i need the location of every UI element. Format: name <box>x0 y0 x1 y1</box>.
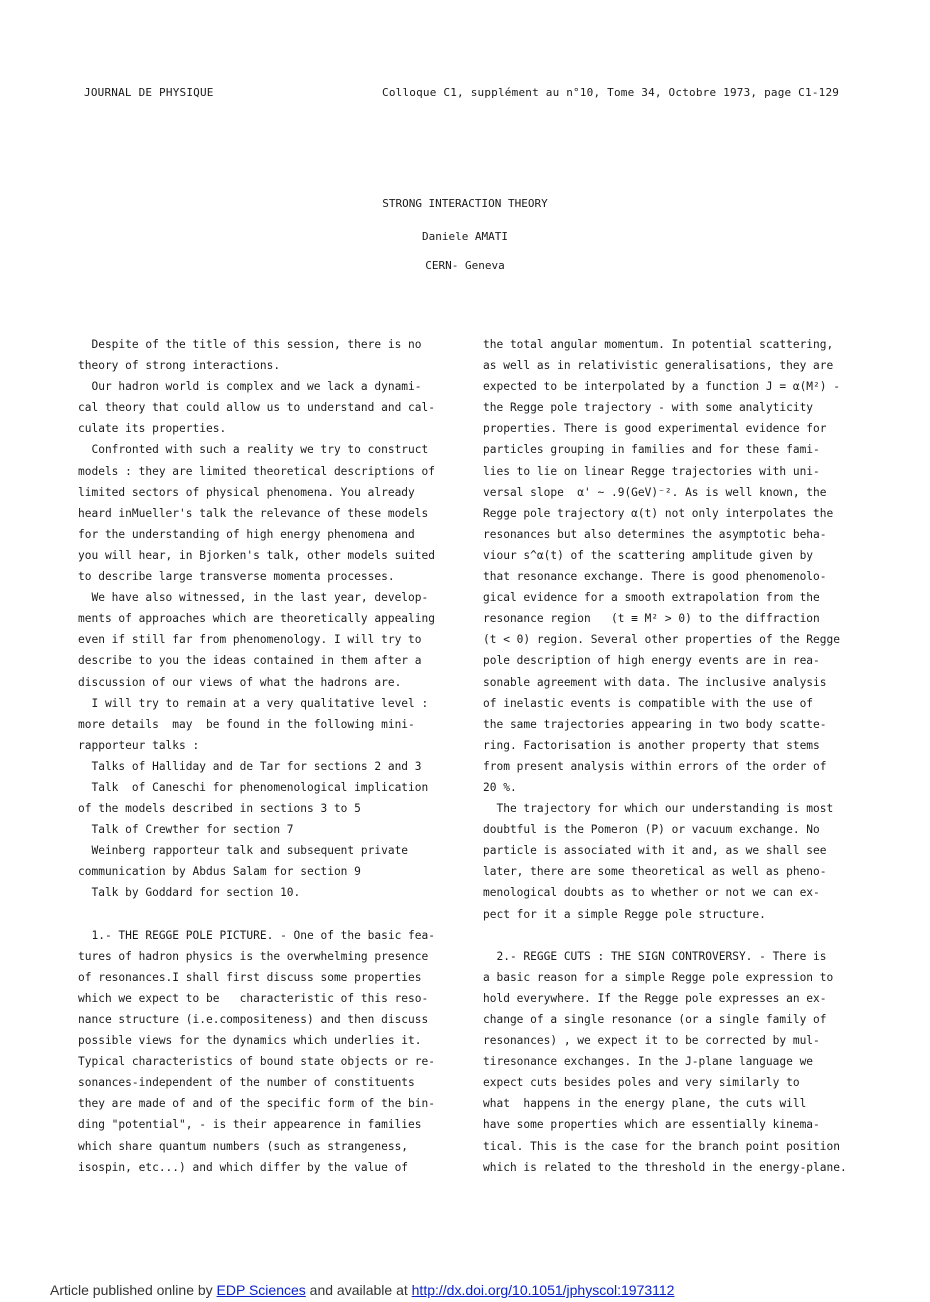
text-line: gical evidence for a smooth extrapolation from the <box>483 591 820 605</box>
text-line: ding "potential", - is their appearence in families <box>78 1118 422 1132</box>
journal-name: JOURNAL DE PHYSIQUE <box>84 86 214 99</box>
text-line: isospin, etc...) and which differ by the value of <box>78 1160 409 1174</box>
text-line: Despite of the title of this session, there is no <box>78 338 422 351</box>
text-line: Regge pole trajectory α(t) not only interpolates the <box>483 506 834 520</box>
footer <box>50 1282 674 1298</box>
text-line: heard inMueller's talk the relevance of these models <box>78 506 429 520</box>
text-line: rapporteur talks : <box>78 738 200 752</box>
text-line: from present analysis within errors of the order of <box>483 759 827 773</box>
text-line: resonances) , we expect it to be corrected by mul- <box>483 1034 820 1048</box>
text-line: particles grouping in families and for these fami- <box>483 443 820 457</box>
text-line: Our hadron world is complex and we lack a dynami- <box>78 380 422 394</box>
text-line: hold everywhere. If the Regge pole expresses an ex- <box>483 991 827 1005</box>
text-line: ring. Factorisation is another property that stems <box>483 738 820 752</box>
left-column <box>78 334 458 1178</box>
citation: Colloque C1, supplément au n°10, Tome 34, Octobre 1973, page C1-129 <box>382 86 840 99</box>
text-line: ments of approaches which are theoretically appealing <box>78 612 435 626</box>
text-line: the Regge pole trajectory - with some analyticity <box>483 401 814 415</box>
text-line: Weinberg rapporteur talk and subsequent private <box>78 844 409 858</box>
text-line: tical. This is the case for the branch point position <box>483 1139 840 1153</box>
text-line <box>483 925 863 946</box>
text-line: nance structure (i.e.compositeness) and then discuss <box>78 1013 429 1026</box>
text-line: 20 %. <box>483 780 517 794</box>
text-line: even if still far from phenomenology. I will try to <box>78 633 422 647</box>
text-line: a basic reason for a simple Regge pole expression to <box>483 970 834 984</box>
text-line: have some properties which are essentially kinema- <box>483 1118 820 1132</box>
text-line: theory of strong interactions. <box>78 359 281 373</box>
text-line: which is related to the threshold in the energy-plane. <box>483 1160 847 1174</box>
text-line: pect for it a simple Regge pole structure. <box>483 907 766 921</box>
text-line: they are made of and of the specific form of the bin- <box>78 1097 435 1111</box>
text-line: you will hear, in Bjorken's talk, other models suited <box>78 548 435 562</box>
text-line: expected to be interpolated by a function J = α(M²) - <box>483 380 840 394</box>
text-line: tiresonance exchanges. In the J-plane language we <box>483 1055 814 1069</box>
text-line: doubtful is the Pomeron (P) or vacuum exchange. No <box>483 823 820 837</box>
text-line: viour s^α(t) of the scattering amplitude given by <box>483 548 814 562</box>
text-line <box>78 904 458 925</box>
text-line: more details may be found in the following mini- <box>78 717 415 731</box>
text-line: tures of hadron physics is the overwhelming presence <box>78 949 429 963</box>
author: Daniele AMATI <box>421 230 509 243</box>
text-line: particle is associated with it and, as we shall see <box>483 844 827 858</box>
text-line: Talk of Crewther for section 7 <box>78 823 294 837</box>
text-line: (t < 0) region. Several other properties of the Regge <box>483 633 840 647</box>
text-line: resonances but also determines the asymptotic beha- <box>483 527 827 541</box>
text-line: what happens in the energy plane, the cuts will <box>483 1097 807 1111</box>
text-line: of the models described in sections 3 to 5 <box>78 802 361 816</box>
text-line: expect cuts besides poles and very similarly to <box>483 1076 800 1090</box>
text-line: versal slope α' ~ .9(GeV)⁻². As is well known, the <box>483 485 827 499</box>
affiliation: CERN- Geneva <box>425 259 505 272</box>
text-line: properties. There is good experimental evidence for <box>483 422 827 436</box>
text-line: the total angular momentum. In potential scattering, <box>483 338 834 351</box>
text-line: which we expect to be characteristic of this reso- <box>78 991 429 1005</box>
text-line: The trajectory for which our understanding is most <box>483 802 834 816</box>
text-line: Confronted with such a reality we try to construct <box>78 443 429 457</box>
text-line: Talks of Halliday and de Tar for sections 2 and 3 <box>78 759 422 773</box>
text-line: 1.- THE REGGE POLE PICTURE. - One of the basic fea- <box>78 928 435 942</box>
text-line: Talk by Goddard for section 10. <box>78 886 301 900</box>
paper-title: STRONG INTERACTION THEORY <box>382 197 548 210</box>
footer-prefix: Article published online by <box>50 1282 217 1298</box>
text-line: menological doubts as to whether or not we can ex- <box>483 886 820 900</box>
text-line: for the understanding of high energy phenomena and <box>78 527 415 541</box>
footer-middle: and available at <box>305 1282 412 1298</box>
text-line: of resonances.I shall first discuss some properties <box>78 970 422 984</box>
text-line: of inelastic events is compatible with the use of <box>483 696 814 710</box>
text-line: pole description of high energy events are in rea- <box>483 654 820 668</box>
publisher-link[interactable]: EDP Sciences <box>216 1282 306 1298</box>
text-line: Talk of Caneschi for phenomenological implication <box>78 780 429 794</box>
text-line: communication by Abdus Salam for section 9 <box>78 865 361 879</box>
text-line: cal theory that could allow us to understand and cal- <box>78 401 435 415</box>
text-line: models : they are limited theoretical descriptions of <box>78 464 435 478</box>
doi-link[interactable]: http://dx.doi.org/10.1051/jphyscol:1973112 <box>411 1282 675 1298</box>
text-line: to describe large transverse momenta processes. <box>78 570 395 584</box>
text-line: possible views for the dynamics which underlies it. <box>78 1034 422 1048</box>
text-line: We have also witnessed, in the last year, develop- <box>78 591 429 605</box>
text-line: resonance region (t ≡ M² > 0) to the diffraction <box>483 612 820 626</box>
right-column <box>483 334 863 1178</box>
text-line: later, there are some theoretical as well as pheno- <box>483 865 827 879</box>
text-line: lies to lie on linear Regge trajectories with uni- <box>483 464 820 478</box>
text-line: which share quantum numbers (such as strangeness, <box>78 1139 409 1153</box>
text-line: the same trajectories appearing in two body scatte- <box>483 717 827 731</box>
text-line: change of a single resonance (or a single family of <box>483 1013 827 1026</box>
text-line: as well as in relativistic generalisations, they are <box>483 359 834 373</box>
text-line: discussion of our views of what the hadrons are. <box>78 675 402 689</box>
text-line: I will try to remain at a very qualitative level : <box>78 696 429 710</box>
text-line: sonances-independent of the number of constituents <box>78 1076 415 1090</box>
text-line: sonable agreement with data. The inclusive analysis <box>483 675 827 689</box>
text-line: 2.- REGGE CUTS : THE SIGN CONTROVERSY. - There is <box>483 949 827 963</box>
text-line: Typical characteristics of bound state objects or re- <box>78 1055 435 1069</box>
text-line: limited sectors of physical phenomena. You already <box>78 485 415 499</box>
text-line: culate its properties. <box>78 422 227 436</box>
text-line: that resonance exchange. There is good phenomenolo- <box>483 570 827 584</box>
text-line: describe to you the ideas contained in them after a <box>78 654 422 668</box>
